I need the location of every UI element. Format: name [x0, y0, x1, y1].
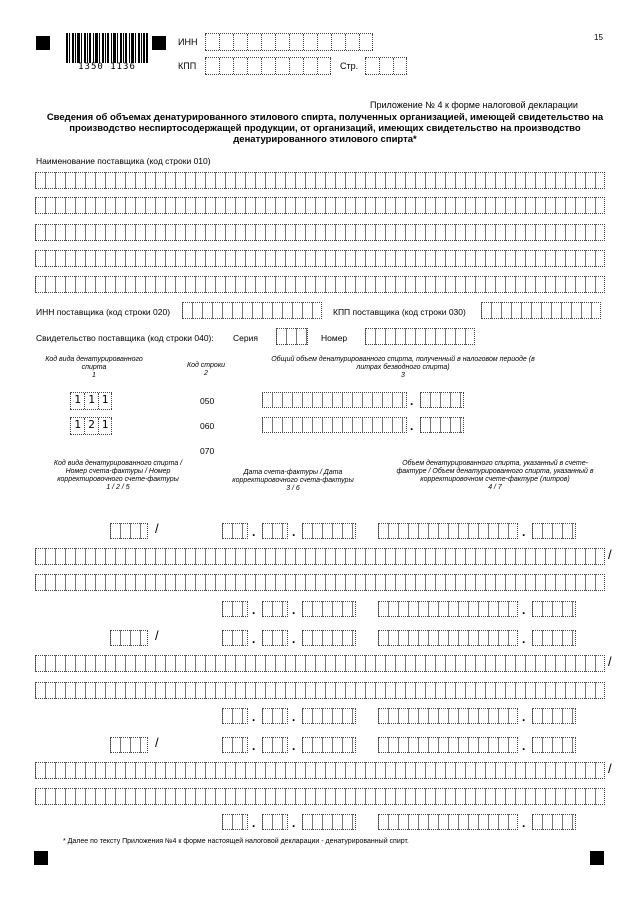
date-separator: . [292, 739, 296, 753]
supplier-name-row-4[interactable] [35, 250, 605, 267]
table1-row1-volume-int[interactable] [262, 392, 407, 408]
block2-volume-dec[interactable] [532, 630, 576, 646]
decimal-point: . [522, 632, 526, 646]
decimal-point: . [522, 603, 526, 617]
block2-code-field[interactable] [110, 630, 148, 646]
inn-field[interactable] [205, 33, 373, 51]
block1-date-year[interactable] [302, 523, 356, 539]
footnote: * Далее по тексту Приложения №4 к форме настоящей налоговой декларации - денатурированный спирт. [63, 838, 409, 845]
slash: / [155, 735, 159, 750]
series-field[interactable] [276, 328, 308, 345]
block3-date-month[interactable] [262, 737, 288, 753]
supplier-name-row-5[interactable] [35, 276, 605, 293]
date-separator: . [292, 632, 296, 646]
block1-corr-volume-dec[interactable] [532, 601, 576, 617]
table1-row2-line: 060 [200, 421, 215, 431]
date-separator: . [252, 816, 256, 830]
block3-volume-dec[interactable] [532, 737, 576, 753]
supplier-name-row-1[interactable] [35, 172, 605, 189]
date-separator: . [292, 816, 296, 830]
date-separator: . [252, 632, 256, 646]
block2-invoice-number[interactable] [35, 655, 605, 672]
table1-row2-volume-int[interactable] [262, 417, 407, 433]
block3-corr-volume-dec[interactable] [532, 814, 576, 830]
page-field[interactable] [365, 57, 407, 75]
block1-corr-volume-int[interactable] [378, 601, 518, 617]
form-title: Сведения об объемах денатурированного этилового спирта, полученных организацией, имеющей свидетельство на производство неспиртосодержащей продукции, от организаций, имеющих свидетельство на производство денатурированного этилового спирта* [46, 112, 604, 145]
block3-date-day[interactable] [222, 737, 248, 753]
inn-label: ИНН [178, 37, 198, 47]
table1-row2-volume-dec[interactable] [420, 417, 464, 433]
table2-col1-header: Код вида денатурированного спирта / Номер счета-фактуры / Номер корректировочного счете-фактуры 1 / 2 / 5 [53, 460, 183, 491]
block2-date-year[interactable] [302, 630, 356, 646]
barcode-image [66, 33, 148, 63]
block2-corr-invoice-number[interactable] [35, 682, 605, 699]
decimal-point: . [410, 394, 414, 408]
decimal-point: . [522, 739, 526, 753]
block1-date-month[interactable] [262, 523, 288, 539]
slash: / [608, 761, 612, 776]
block2-date-month[interactable] [262, 630, 288, 646]
certificate-label: Свидетельство поставщика (код строки 040): [36, 333, 214, 343]
page-number: 15 [594, 33, 603, 42]
slash: / [608, 547, 612, 562]
date-separator: . [252, 739, 256, 753]
page-label: Стр. [340, 61, 359, 71]
table1-row1-code[interactable]: 1 1 1 [70, 392, 112, 410]
table1-row1-line: 050 [200, 396, 215, 406]
block2-corr-volume-dec[interactable] [532, 708, 576, 724]
block3-corr-volume-int[interactable] [378, 814, 518, 830]
table2-col3-header: Объем денатурированного спирта, указанный в счете-фактуре / Объем денатурированного спирта, указанный в корректировочном счете-фактуре (литров) 4 / 7 [396, 460, 594, 491]
block2-date-day[interactable] [222, 630, 248, 646]
block2-corr-volume-int[interactable] [378, 708, 518, 724]
date-separator: . [252, 710, 256, 724]
block3-date-year[interactable] [302, 737, 356, 753]
decimal-point: . [522, 816, 526, 830]
corner-marker-bottom-left [34, 851, 48, 865]
block1-volume-dec[interactable] [532, 523, 576, 539]
block1-corr-date-day[interactable] [222, 601, 248, 617]
block3-corr-date-year[interactable] [302, 814, 356, 830]
block3-volume-int[interactable] [378, 737, 518, 753]
block2-corr-date-month[interactable] [262, 708, 288, 724]
date-separator: . [252, 603, 256, 617]
block2-corr-date-year[interactable] [302, 708, 356, 724]
supplier-name-row-3[interactable] [35, 224, 605, 241]
block1-corr-date-year[interactable] [302, 601, 356, 617]
block1-volume-int[interactable] [378, 523, 518, 539]
slash: / [155, 628, 159, 643]
block2-corr-date-day[interactable] [222, 708, 248, 724]
block2-volume-int[interactable] [378, 630, 518, 646]
number-field[interactable] [365, 328, 475, 345]
corner-marker-top-center [152, 36, 166, 50]
decimal-point: . [522, 710, 526, 724]
block1-code-field[interactable] [110, 523, 148, 539]
block3-corr-date-day[interactable] [222, 814, 248, 830]
kpp-field[interactable] [205, 57, 331, 75]
number-label: Номер [321, 333, 348, 343]
decimal-point: . [522, 525, 526, 539]
annex-label: Приложение № 4 к форме налоговой декларации [370, 100, 578, 110]
date-separator: . [292, 710, 296, 724]
date-separator: . [292, 525, 296, 539]
table1-col3-header: Общий объем денатурированного спирта, полученный в налоговом периоде (в литрах безводного спирта) 3 [271, 356, 535, 379]
slash: / [608, 654, 612, 669]
block3-code-field[interactable] [110, 737, 148, 753]
block3-invoice-number[interactable] [35, 762, 605, 779]
series-label: Серия [233, 333, 258, 343]
slash: / [155, 521, 159, 536]
table2-col2-header: Дата счета-фактуры / Дата корректировочного счета-фактуры 3 / 6 [232, 469, 354, 492]
decimal-point: . [410, 419, 414, 433]
block1-corr-date-month[interactable] [262, 601, 288, 617]
table1-row3-line: 070 [200, 446, 215, 456]
supplier-name-label: Наименование поставщика (код строки 010) [36, 156, 211, 166]
block3-corr-date-month[interactable] [262, 814, 288, 830]
barcode-number: 1350 1136 [78, 62, 136, 72]
block1-date-day[interactable] [222, 523, 248, 539]
supplier-name-row-2[interactable] [35, 197, 605, 214]
corner-marker-top-left [36, 36, 50, 50]
block3-corr-invoice-number[interactable] [35, 788, 605, 805]
date-separator: . [252, 525, 256, 539]
kpp-label: КПП [178, 61, 197, 71]
supplier-kpp-label: КПП поставщика (код строки 030) [333, 307, 466, 317]
block1-corr-invoice-number[interactable] [35, 574, 605, 591]
corner-marker-bottom-right [590, 851, 604, 865]
table1-col2-header: Код строки 2 [186, 362, 226, 377]
table1-col1-header: Код вида денатурированного спирта 1 [45, 356, 143, 379]
date-separator: . [292, 603, 296, 617]
table1-row1-volume-dec[interactable] [420, 392, 464, 408]
supplier-inn-label: ИНН поставщика (код строки 020) [36, 307, 171, 317]
supplier-kpp-field[interactable] [481, 302, 601, 319]
table1-row2-code[interactable]: 1 2 1 [70, 417, 112, 435]
supplier-inn-field[interactable] [182, 302, 322, 319]
block1-invoice-number[interactable] [35, 548, 605, 565]
